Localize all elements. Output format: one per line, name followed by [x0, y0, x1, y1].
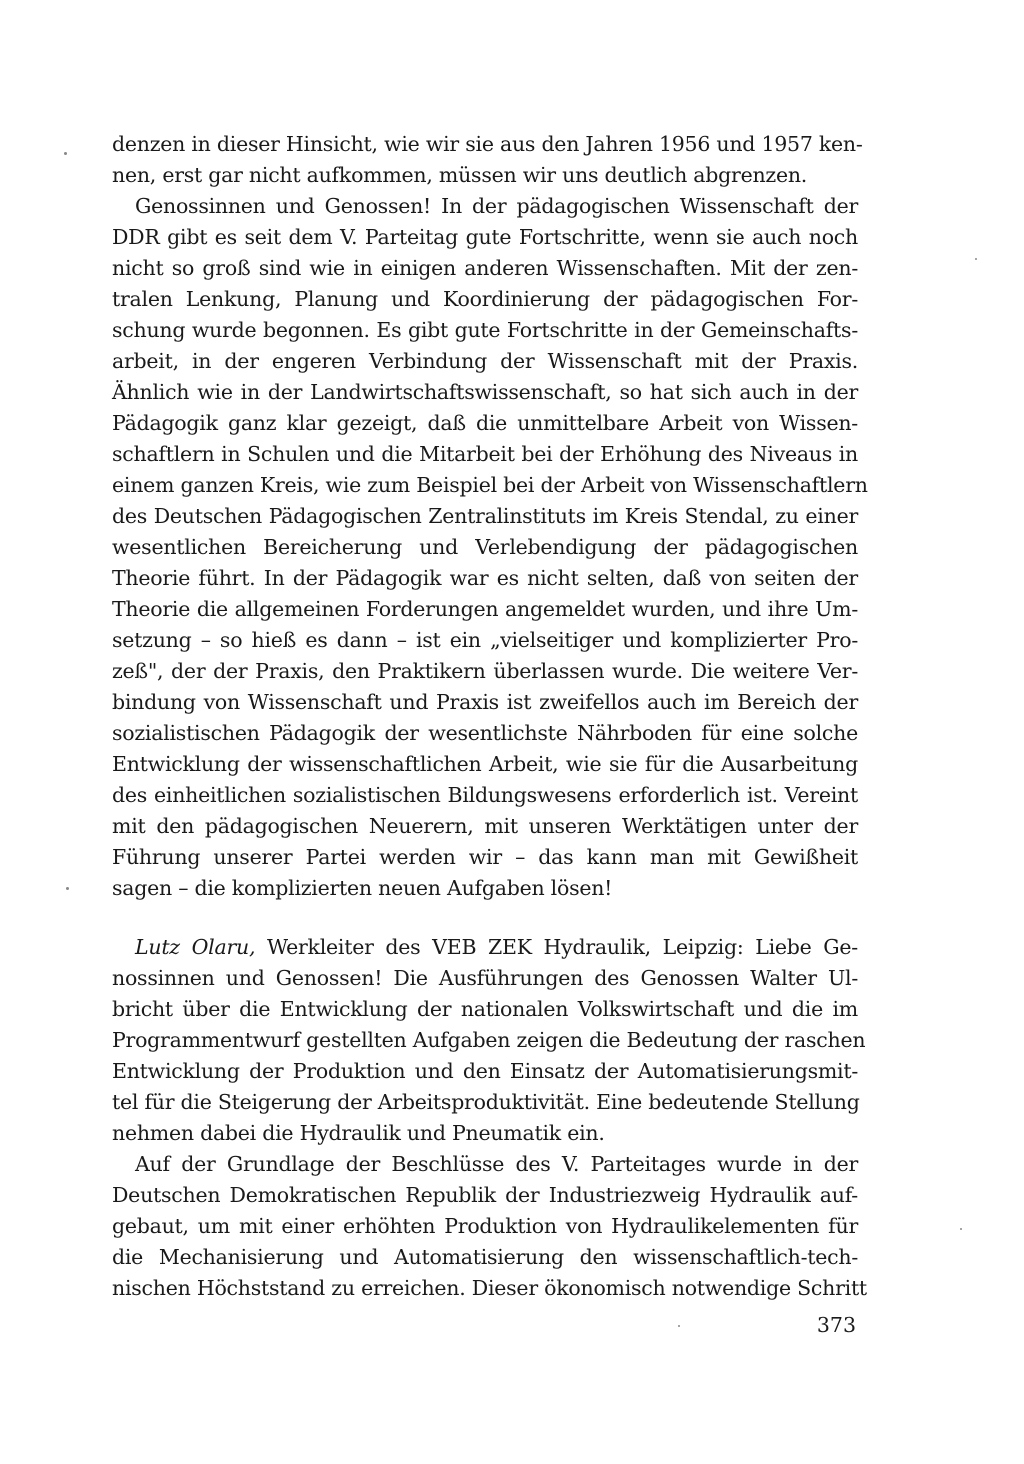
text-block-speech [112, 932, 867, 1304]
text-line: bricht über die Entwicklung der nationalen Volkswirtschaft und die im [112, 997, 858, 1021]
text-line: wesentlichen Bereicherung und Verlebendigung der pädagogischen [112, 535, 858, 559]
text-line: Führung unserer Partei werden wir – das kann man mit Gewißheit [112, 845, 858, 869]
speaker-role: Werkleiter des VEB ZEK Hydraulik, Leipzig: Liebe Ge- [255, 935, 858, 959]
speaker-name: Lutz Olaru, [135, 935, 256, 959]
text-line: zeß", der der Praxis, den Praktikern überlassen wurde. Die weitere Ver- [112, 659, 858, 683]
text-line: gebaut, um mit einer erhöhten Produktion von Hydraulikelementen für [112, 1214, 858, 1238]
text-line: tel für die Steigerung der Arbeitsproduktivität. Eine bedeutende Stellung [112, 1090, 860, 1114]
text-block-continuation [112, 129, 868, 904]
speech-opening-line [112, 932, 858, 963]
text-line: arbeit, in der engeren Verbindung der Wissenschaft mit der Praxis. [112, 349, 858, 373]
scan-speck [66, 887, 69, 890]
text-line: bindung von Wissenschaft und Praxis ist zweifellos auch im Bereich der [112, 690, 858, 714]
text-line: Pädagogik ganz klar gezeigt, daß die unmittelbare Arbeit von Wissen- [112, 411, 858, 435]
text-line: Theorie die allgemeinen Forderungen angemeldet wurden, und ihre Um- [112, 597, 858, 621]
text-line: des einheitlichen sozialistischen Bildungswesens erforderlich ist. Vereint [112, 783, 858, 807]
text-line: nossinnen und Genossen! Die Ausführungen des Genossen Walter Ul- [112, 966, 858, 990]
scan-speck [975, 258, 977, 260]
text-line: sagen – die komplizierten neuen Aufgaben lösen! [112, 876, 613, 900]
text-line: einem ganzen Kreis, wie zum Beispiel bei der Arbeit von Wissenschaftlern [112, 473, 868, 497]
text-line: setzung – so hieß es dann – ist ein „vielseitiger und komplizierter Pro- [112, 628, 858, 652]
text-line: nehmen dabei die Hydraulik und Pneumatik ein. [112, 1121, 605, 1145]
text-line: Deutschen Demokratischen Republik der Industriezweig Hydraulik auf- [112, 1183, 858, 1207]
text-line: nischen Höchststand zu erreichen. Dieser ökonomisch notwendige Schritt [112, 1276, 867, 1300]
text-line: DDR gibt es seit dem V. Parteitag gute Fortschritte, wenn sie auch noch [112, 225, 858, 249]
text-line: Entwicklung der Produktion und den Einsatz der Automatisierungsmit- [112, 1059, 858, 1083]
text-line: Entwicklung der wissenschaftlichen Arbeit, wie sie für die Ausarbeitung [112, 752, 858, 776]
text-line: schaftlern in Schulen und die Mitarbeit bei der Erhöhung des Niveaus in [112, 442, 858, 466]
text-line: sozialistischen Pädagogik der wesentlichste Nährboden für eine solche [112, 721, 858, 745]
text-line: Ähnlich wie in der Landwirtschaftswissenschaft, so hat sich auch in der [112, 380, 858, 404]
text-line: tralen Lenkung, Planung und Koordinierung der pädagogischen For- [112, 287, 858, 311]
text-line: mit den pädagogischen Neuerern, mit unseren Werktätigen unter der [112, 814, 858, 838]
scan-speck [960, 1228, 962, 1230]
text-line: schung wurde begonnen. Es gibt gute Fortschritte in der Gemeinschafts- [112, 318, 858, 342]
text-line: Programmentwurf gestellten Aufgaben zeigen die Bedeutung der raschen [112, 1028, 866, 1052]
page-number: 373 [816, 1313, 856, 1337]
text-line: denzen in dieser Hinsicht, wie wir sie aus den Jahren 1956 und 1957 ken- [112, 132, 863, 156]
text-line: des Deutschen Pädagogischen Zentralinstituts im Kreis Stendal, zu einer [112, 504, 858, 528]
scan-speck [64, 152, 67, 155]
scan-speck [678, 1325, 680, 1327]
text-line: nicht so groß sind wie in einigen anderen Wissenschaften. Mit der zen- [112, 256, 858, 280]
text-line: die Mechanisierung und Automatisierung den wissenschaftlich-tech- [112, 1245, 858, 1269]
text-line: Theorie führt. In der Pädagogik war es nicht selten, daß von seiten der [112, 566, 858, 590]
text-line: Genossinnen und Genossen! In der pädagogischen Wissenschaft der [135, 194, 858, 218]
text-line: Auf der Grundlage der Beschlüsse des V. Parteitages wurde in der [135, 1152, 858, 1176]
text-line: nen, erst gar nicht aufkommen, müssen wir uns deutlich abgrenzen. [112, 163, 808, 187]
